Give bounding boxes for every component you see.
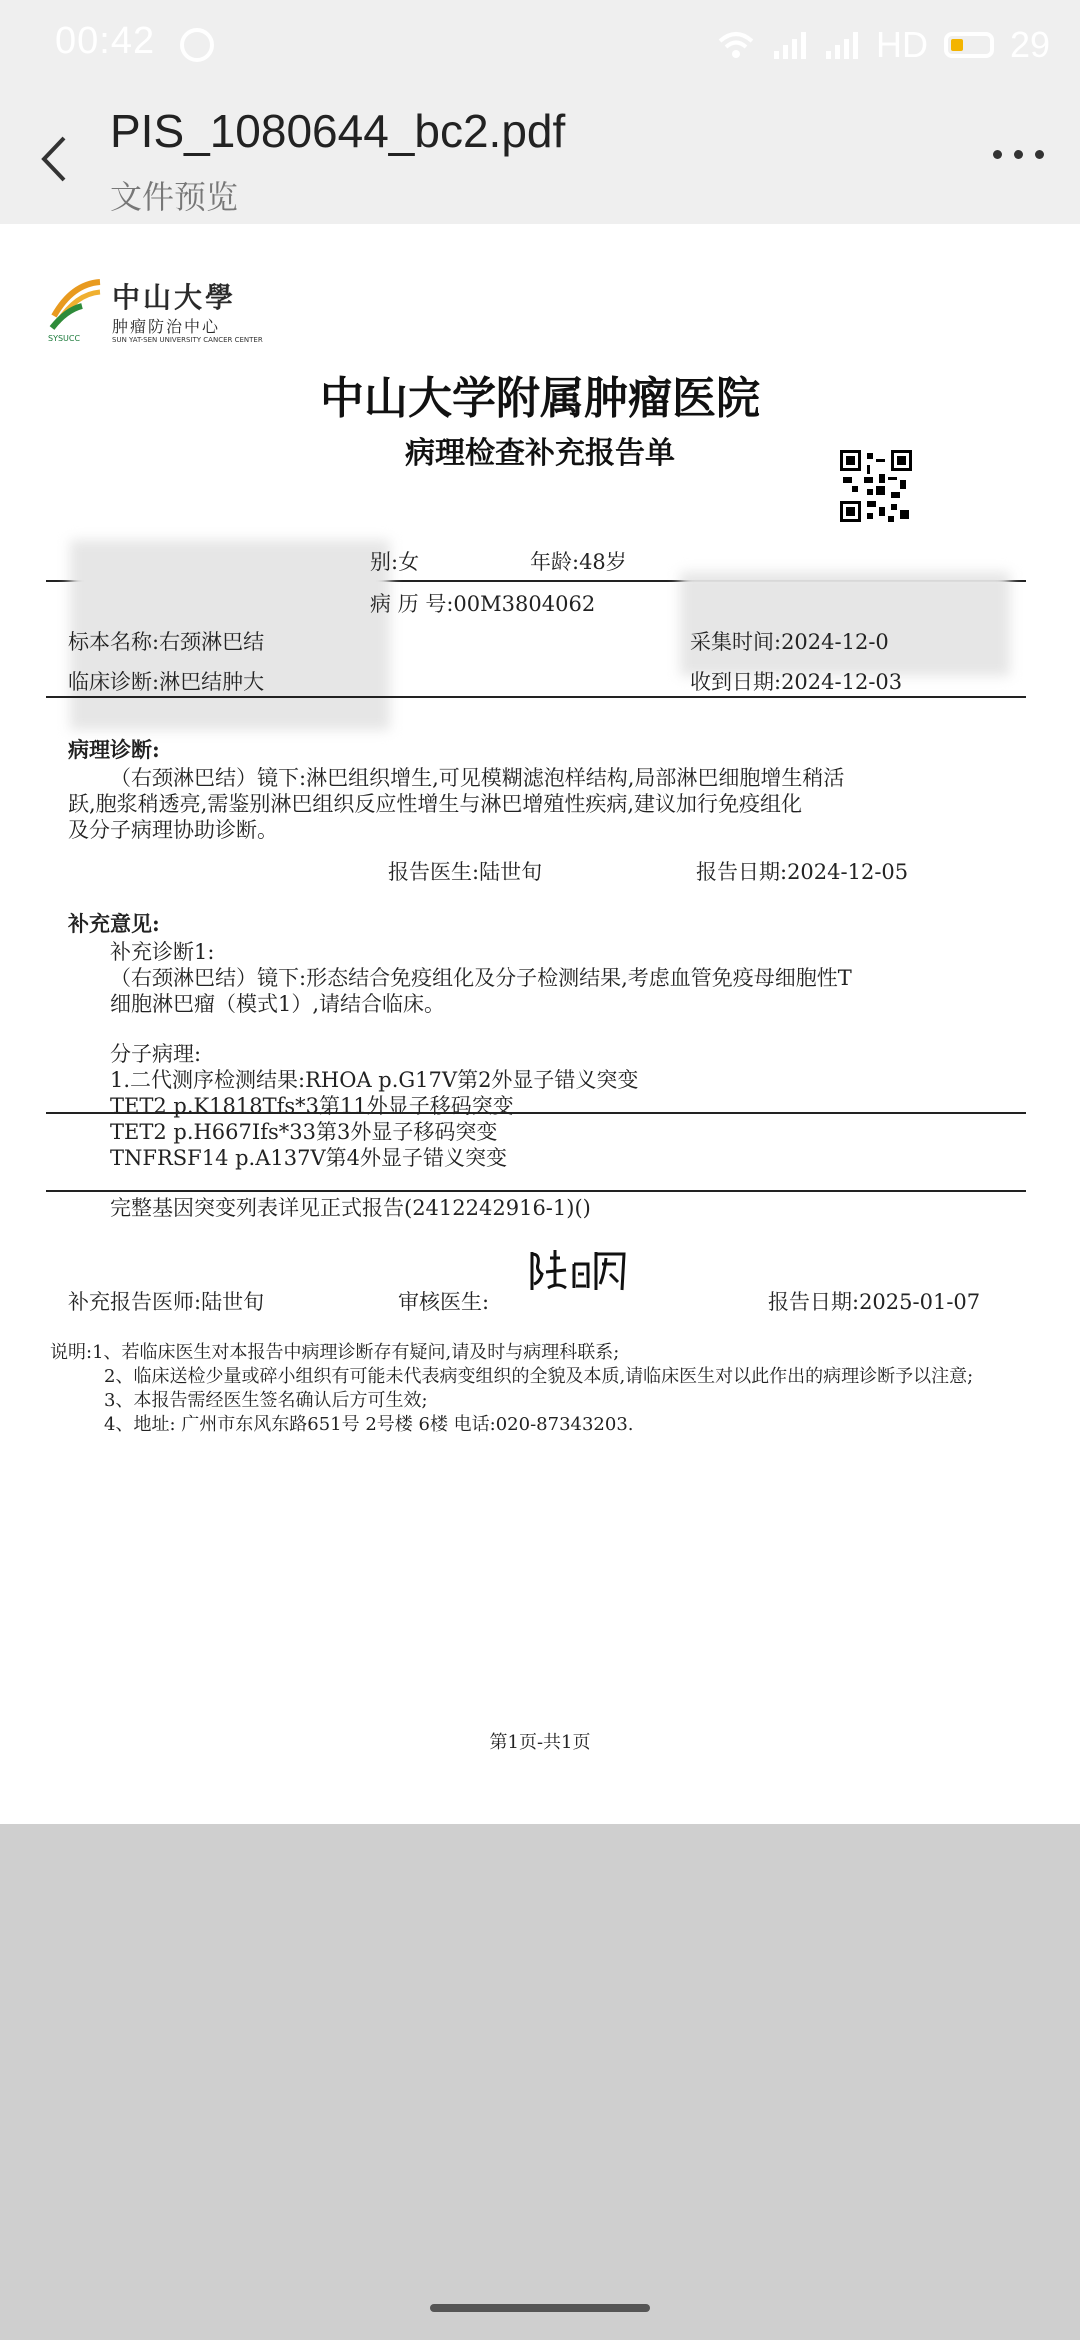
supplement-title: 补充意见: <box>68 911 160 936</box>
supp-line-7: TET2 p.K1818Tfs*3第11外显子移码突变 <box>110 1094 514 1118</box>
field-record-no: 病 历 号:00M3804062 <box>370 592 596 616</box>
pdf-page <box>0 224 1080 1824</box>
more-options-icon[interactable] <box>993 150 1044 159</box>
notification-icon <box>180 28 214 62</box>
supp-line-8: TET2 p.H667Ifs*33第3外显子移码突变 <box>110 1120 498 1144</box>
status-time: 00:42 <box>55 20 156 62</box>
logo-english: SUN YAT-SEN UNIVERSITY CANCER CENTER <box>112 336 263 344</box>
divider-bottom <box>46 1190 1026 1192</box>
supp-line-11: 完整基因突变列表详见正式报告(2412242916-1)() <box>110 1196 591 1220</box>
qr-code <box>840 450 912 522</box>
field-specimen: 标本名称:右颈淋巴结 <box>68 630 265 654</box>
report-title: 病理检查补充报告单 <box>405 436 675 471</box>
file-name-title: PIS_1080644_bc2.pdf <box>110 105 566 157</box>
field-age: 年龄:48岁 <box>530 550 627 574</box>
top-bar <box>0 0 1080 224</box>
report-doctor: 报告医生:陆世旬 <box>388 860 543 884</box>
hospital-logo-icon <box>48 276 104 332</box>
logo-abbr: SYSUCC <box>48 334 81 343</box>
signal-icon-2 <box>824 29 860 61</box>
review-doctor-label: 审核医生: <box>398 1290 490 1314</box>
supp-line-9: TNFRSF14 p.A137V第4外显子错义突变 <box>110 1146 508 1170</box>
supp-line-6: 1.二代测序检测结果:RHOA p.G17V第2外显子错义突变 <box>110 1068 639 1092</box>
page-number: 第1页-共1页 <box>489 1732 591 1753</box>
network-type: HD <box>875 24 928 65</box>
supp-line-3: 细胞淋巴瘤（模式1）,请结合临床。 <box>110 992 446 1016</box>
patho-line-3: 及分子病理协助诊断。 <box>68 818 278 842</box>
field-sex: 别:女 <box>370 550 420 574</box>
battery-level: 29 <box>1009 24 1050 65</box>
patho-line-1: （右颈淋巴结）镜下:淋巴组织增生,可见模糊滤泡样结构,局部淋巴细胞增生稍活 <box>110 766 845 790</box>
divider-supp <box>46 1112 1026 1114</box>
gesture-bar[interactable] <box>430 2304 650 2312</box>
logo-subtext: 肿瘤防治中心 <box>112 317 221 336</box>
status-bar <box>0 0 1080 96</box>
hospital-name: 中山大学附属肿瘤医院 <box>320 373 760 424</box>
note-line-2: 2、临床送检少量或碎小组织有可能未代表病变组织的全貌及本质,请临床医生对以此作出的病理诊断予以注意; <box>104 1366 974 1387</box>
logo-text-cn: 中山大學 <box>112 281 237 314</box>
report-date: 报告日期:2024-12-05 <box>696 860 909 884</box>
preview-subtitle: 文件预览 <box>110 178 239 216</box>
wifi-icon <box>716 29 756 61</box>
field-received: 收到日期:2024-12-03 <box>690 670 903 694</box>
divider-info <box>46 696 1026 698</box>
battery-icon <box>944 32 994 58</box>
note-line-3: 3、本报告需经医生签名确认后方可生效; <box>104 1390 428 1411</box>
patho-diagnosis-title: 病理诊断: <box>68 737 160 762</box>
signature-image <box>526 1244 636 1296</box>
supp-line-2: （右颈淋巴结）镜下:形态结合免疫组化及分子检测结果,考虑血管免疫母细胞性T <box>110 966 852 990</box>
status-icons <box>716 20 1050 70</box>
field-clinical-dx: 临床诊断:淋巴结肿大 <box>68 670 265 694</box>
supp-line-1: 补充诊断1: <box>110 940 215 964</box>
supplement-doctor: 补充报告医师:陆世旬 <box>68 1290 265 1314</box>
note-line-4: 4、地址: 广州市东风东路651号 2号楼 6楼 电话:020-87343203. <box>104 1414 634 1435</box>
patho-line-2: 跃,胞浆稍透亮,需鉴别淋巴组织反应性增生与淋巴增殖性疾病,建议加行免疫组化 <box>68 792 803 816</box>
signal-icon-1 <box>772 29 808 61</box>
field-collect-time: 采集时间:2024-12-0 <box>690 630 889 654</box>
supplement-date: 报告日期:2025-01-07 <box>768 1290 981 1314</box>
back-arrow-icon[interactable] <box>34 134 74 184</box>
supp-line-5: 分子病理: <box>110 1042 202 1066</box>
redacted-block-2 <box>680 572 1010 676</box>
note-line-1: 说明:1、若临床医生对本报告中病理诊断存有疑问,请及时与病理科联系; <box>50 1342 620 1363</box>
